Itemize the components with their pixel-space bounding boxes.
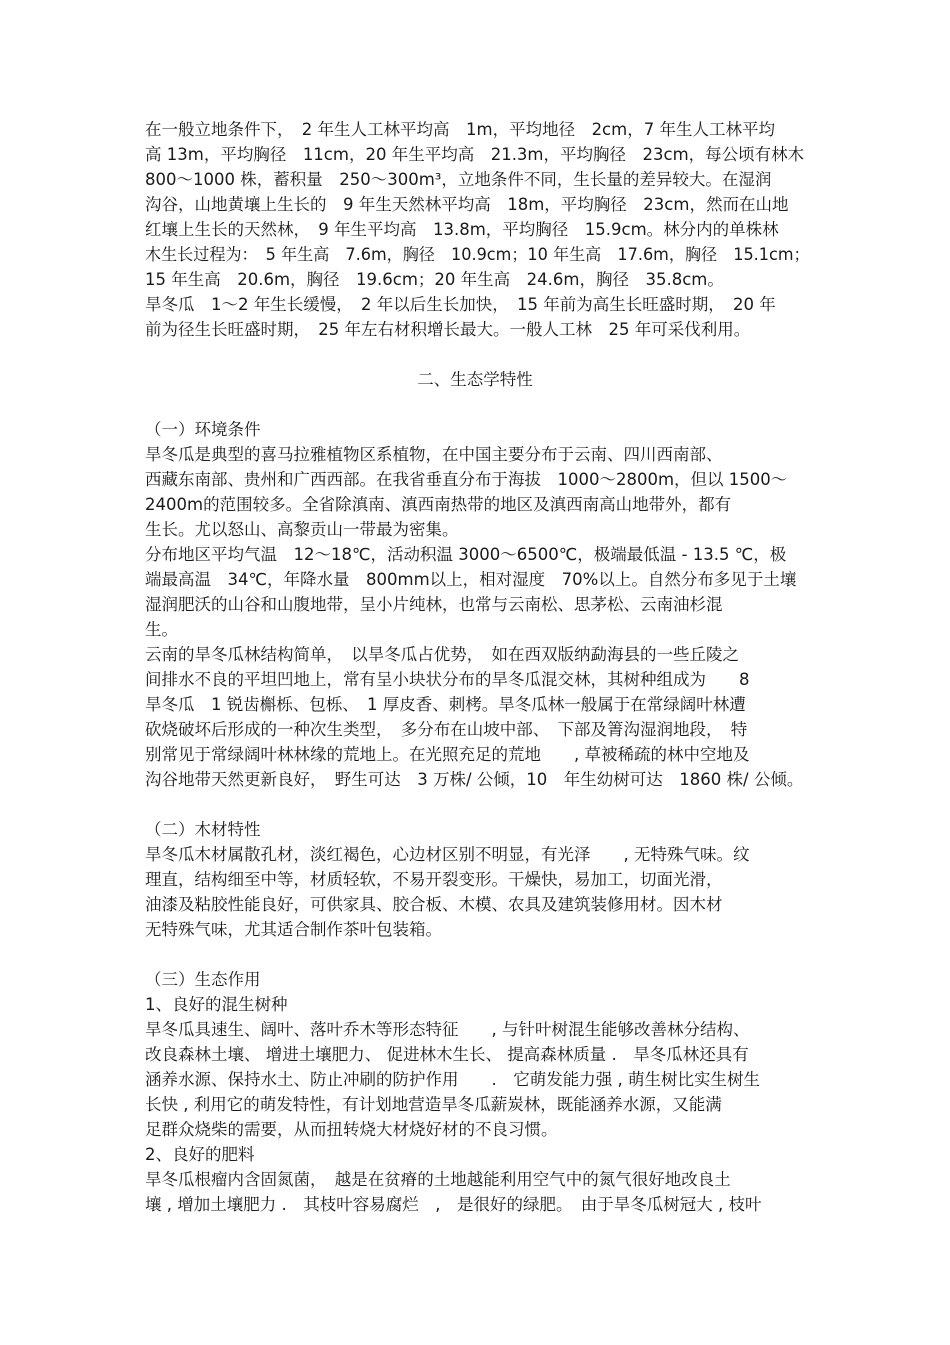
- text-line: 砍烧破坏后形成的一种次生类型， 多分布在山坡中部、 下部及箐沟湿润地段， 特: [145, 720, 748, 739]
- text-line: 旱冬瓜 1～2 年生长缓慢， 2 年以后生长加快， 15 年前为高生长旺盛时期， 20 年: [145, 295, 776, 314]
- text-line: 旱冬瓜木材属散孔材，淡红褐色，心边材区别不明显，有光泽 , 无特殊气味。纹: [145, 845, 750, 864]
- text-line: 端最高温 34℃，年降水量 800mm以上，相对湿度 70%以上。自然分布多见于土壤: [145, 570, 797, 589]
- text-line: 生。: [145, 620, 178, 639]
- item-heading: 2、良好的肥料: [145, 1145, 255, 1164]
- subsection-heading: （一）环境条件: [145, 420, 261, 439]
- text-line: 油漆及粘胶性能良好，可供家具、胶合板、木模、农具及建筑装修用材。因木材: [145, 895, 723, 914]
- item-heading: 1、良好的混生树种: [145, 995, 288, 1014]
- section-heading: 二、生态学特性: [417, 370, 533, 389]
- text-line: 沟谷，山地黄壤上生长的 9 年生天然林平均高 18m，平均胸径 23cm，然而在山地: [145, 195, 789, 214]
- text-line: 别常见于常绿阔叶林林缘的荒地上。在光照充足的荒地 , 草被稀疏的林中空地及: [145, 745, 750, 764]
- text-line: 旱冬瓜 1 锐齿槲栎、包栎、 1 厚皮香、刺栲。旱冬瓜林一般属于在常绿阔叶林遭: [145, 695, 746, 714]
- text-line: 旱冬瓜根瘤内含固氮菌， 越是在贫瘠的土地越能利用空气中的氮气很好地改良土: [145, 1170, 731, 1189]
- subsection-heading: （二）木材特性: [145, 820, 261, 839]
- text-line: 前为径生长旺盛时期， 25 年左右材积增长最大。一般人工林 25 年可采伐利用。: [145, 320, 751, 339]
- text-line: 高 13m，平均胸径 11cm，20 年生平均高 21.3m，平均胸径 23cm，每公顷有林木: [145, 145, 805, 164]
- text-line: 15 年生高 20.6m，胸径 19.6cm；20 年生高 24.6m，胸径 35.8cm。: [145, 270, 724, 289]
- text-line: 长快 , 利用它的萌发特性，有计划地营造旱冬瓜薪炭林，既能涵养水源，又能满: [145, 1095, 722, 1114]
- text-line: 木生长过程为： 5 年生高 7.6m，胸径 10.9cm；10 年生高 17.6m，胸径 15.1cm；: [145, 245, 810, 264]
- text-line: 湿润肥沃的山谷和山腹地带，呈小片纯林，也常与云南松、思茅松、云南油杉混: [145, 595, 723, 614]
- text-line: 分布地区平均气温 12～18℃，活动积温 3000～6500℃，极端最低温 - 13.5 ℃，极: [145, 545, 787, 564]
- text-line: 间排水不良的平坦凹地上，常有呈小块状分布的旱冬瓜混交林，其树种组成为 8: [145, 670, 750, 689]
- text-line: 红壤上生长的天然林， 9 年生平均高 13.8m，平均胸径 15.9cm。林分内的单株林: [145, 220, 779, 239]
- text-line: 2400m的范围较多。全省除滇南、滇西南热带的地区及滇西南高山地带外，都有: [145, 495, 732, 514]
- text-line: 旱冬瓜是典型的喜马拉雅植物区系植物，在中国主要分布于云南、四川西南部、: [145, 445, 723, 464]
- text-line: 足群众烧柴的需要，从而扭转烧大材烧好材的不良习惯。: [145, 1120, 558, 1139]
- text-line: 涵养水源、保持水土、防止冲刷的防护作用 . 它萌发能力强 , 萌生树比实生树生: [145, 1070, 760, 1089]
- text-line: 沟谷地带天然更新良好， 野生可达 3 万株/ 公倾，10 年生幼树可达 1860 株/ 公倾。: [145, 770, 804, 789]
- text-line: 无特殊气味，尤其适合制作茶叶包装箱。: [145, 920, 442, 939]
- subsection-heading: （三）生态作用: [145, 970, 261, 989]
- text-line: 云南的旱冬瓜林结构简单， 以旱冬瓜占优势， 如在西双版纳勐海县的一些丘陵之: [145, 645, 739, 664]
- text-line: 改良森林土壤、 增进土壤肥力、 促进林木生长、 提高森林质量 . 旱冬瓜林还具有: [145, 1045, 749, 1064]
- text-line: 壤 , 增加土壤肥力 . 其枝叶容易腐烂 , 是很好的绿肥。 由于旱冬瓜树冠大 , 枝叶: [145, 1195, 762, 1214]
- text-line: 800～1000 株，蓄积量 250～300m³，立地条件不同，生长量的差异较大。在湿润: [145, 170, 772, 189]
- text-line: 生长。尤以怒山、高黎贡山一带最为密集。: [145, 520, 459, 539]
- text-line: 西藏东南部、贵州和广西西部。在我省垂直分布于海拔 1000～2800m，但以 1500～: [145, 470, 788, 489]
- text-line: 在一般立地条件下， 2 年生人工林平均高 1m，平均地径 2cm，7 年生人工林平均: [145, 120, 775, 139]
- text-line: 理直，结构细至中等，材质轻软，不易开裂变形。干燥快，易加工，切面光滑，: [145, 870, 723, 889]
- text-line: 旱冬瓜具速生、阔叶、落叶乔木等形态特征 , 与针叶树混生能够改善林分结构、: [145, 1020, 750, 1039]
